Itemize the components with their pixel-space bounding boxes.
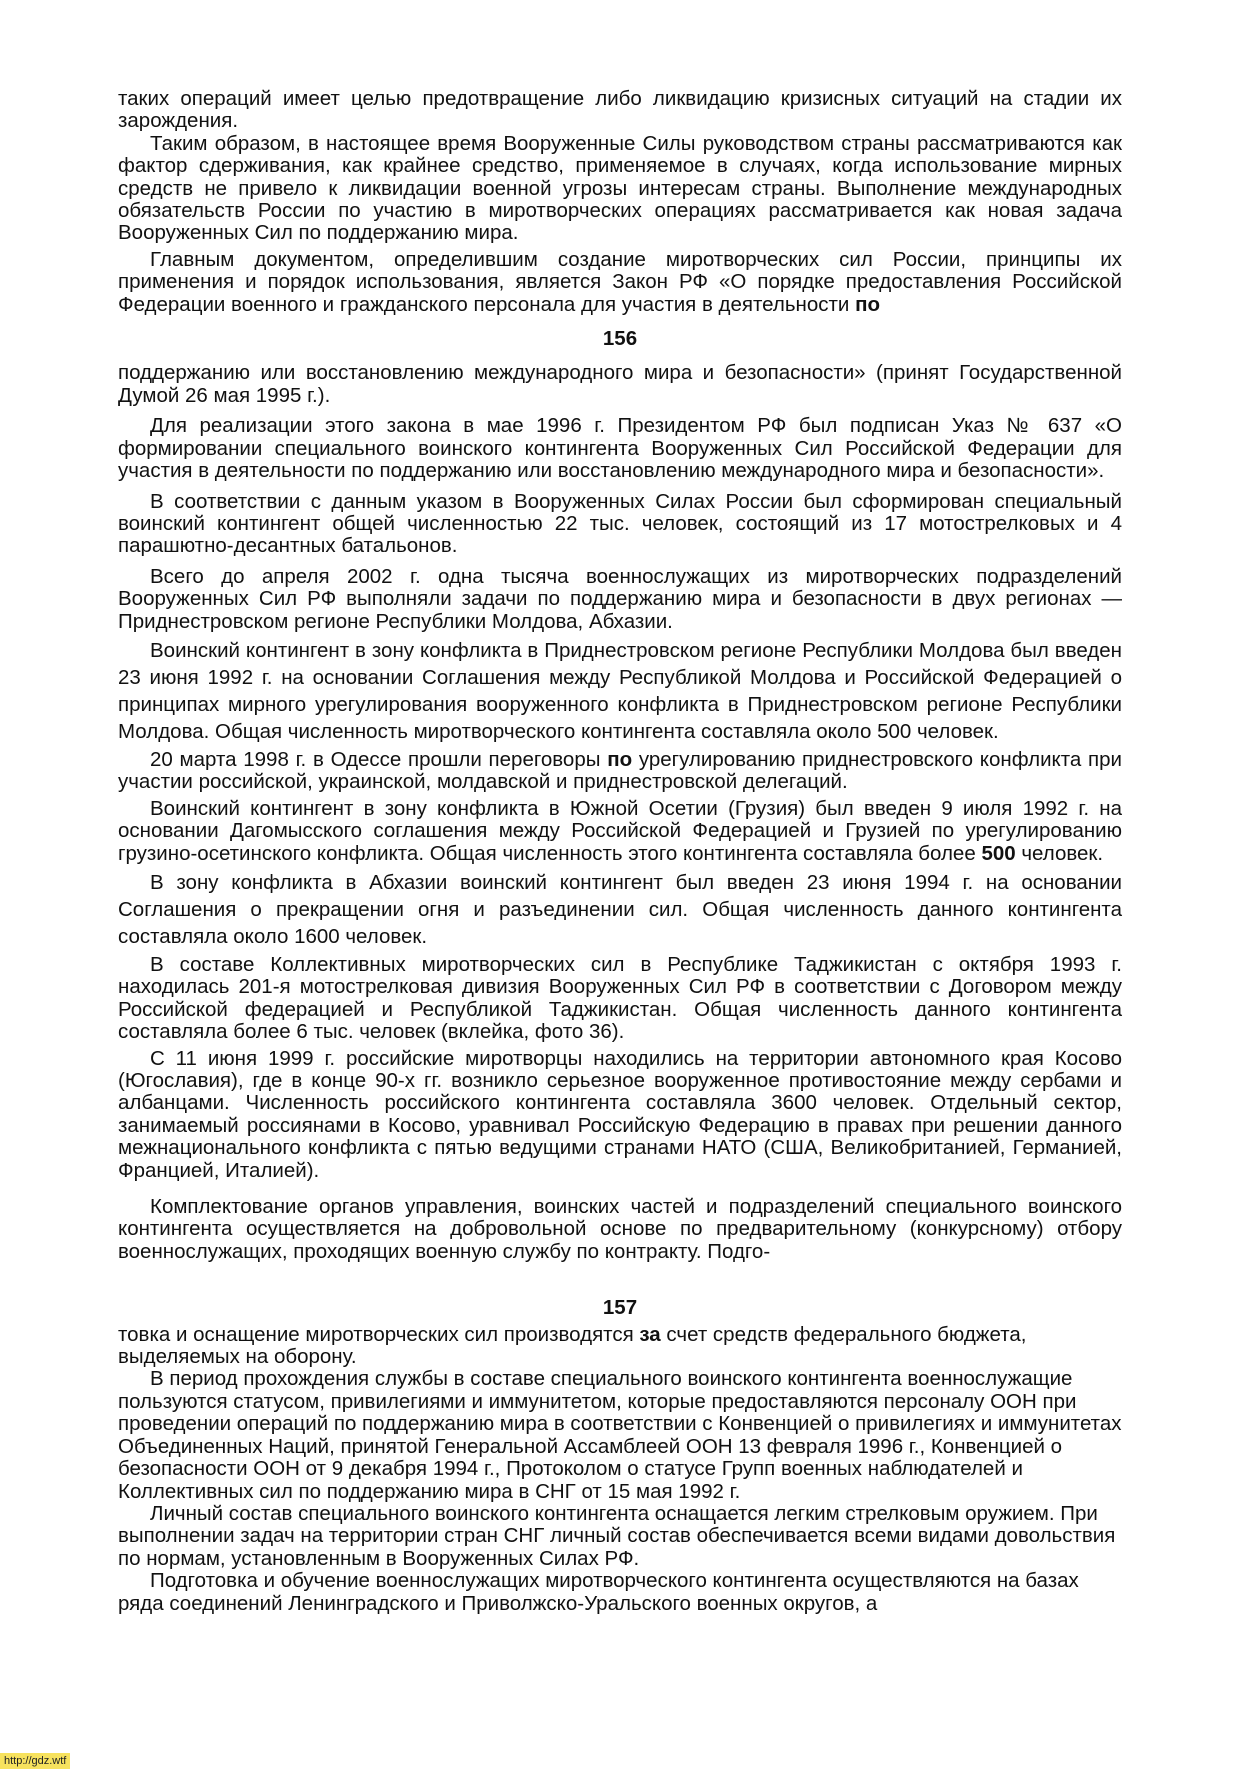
paragraph-text: 20 марта 1998 г. в Одессе прошли переговоры — [150, 747, 608, 771]
paragraph: В зону конфликта в Абхазии воинский контингент был введен 23 июня 1994 г. на основании Соглашения о прекращении огня и разъединении сил. Общая численность данного контингента составляла около 1600 человек. — [118, 870, 1122, 948]
page-number: 156 — [602, 327, 638, 351]
watermark-link[interactable]: http://gdz.wtf — [0, 1753, 70, 1769]
paragraph: Комплектование органов управления, воинских частей и подразделений специального воинского контингента осуществляется на добровольной основе по предварительному (конкурсному) отбору военнослужащих, проходящих военную службу по контракту. Подго- — [118, 1195, 1122, 1263]
paragraph: Таким образом, в настоящее время Вооруженные Силы руководством страны рассматриваются как фактор сдерживания, как крайнее средство, применяемое в случаях, когда использование мирных средств не привело к ликвидации военной угрозы интересам страны. Выполнение международных обязательств России по участию в миротворческих операциях рассматривается как новая задача Вооруженных Сил по поддержанию мира. — [118, 131, 1122, 245]
paragraph — [118, 749, 1122, 794]
paragraph: Подготовка и обучение военнослужащих миротворческого контингента осуществляются на базах ряда соединений Ленинградского и Приволжско-Уральского военных округов, а — [118, 1569, 1079, 1615]
paragraph-text: счет средств федерального бюджета, выделяемых на оборону. — [118, 1322, 1027, 1369]
paragraph-text: человек. — [1015, 841, 1104, 865]
paragraph: таких операций имеет целью предотвращение либо ликвидацию кризисных ситуаций на стадии их зарождения. — [118, 87, 1122, 133]
bold-text: за — [639, 1322, 661, 1346]
paragraph: В соответствии с данным указом в Вооруженных Силах России был сформирован специальный воинский контингент общей численностью 22 тыс. человек, состоящий из 17 мотострелковых и 4 парашютно-десантных батальонов. — [118, 489, 1122, 558]
bold-text: 500 — [981, 841, 1016, 865]
page-number: 157 — [602, 1296, 638, 1320]
paragraph — [118, 249, 1122, 316]
paragraph-text: урегулированию приднестровского конфликта при участии российской, украинской, молдавской и приднестровской делегаций. — [118, 747, 1122, 794]
paragraph: В составе Коллективных миротворческих сил в Республике Таджикистан с октября 1993 г. находилась 201-я мотострелковая дивизия Вооруженных Сил РФ в соответствии с Договором между Российской федерацией и Республикой Таджикистан. Общая численность данного контингента составляла более 6 тыс. человек (вклейка, фото 36). — [118, 952, 1122, 1044]
paragraph-text: Воинский контингент в зону конфликта в Южной Осетии (Грузия) был введен 9 июля 1992 г. на основании Дагомысского соглашения между Российской Федерацией и Грузией по урегулированию грузино-осетинского конфликта. Общая численность этого контингента составляла более — [118, 796, 1122, 865]
paragraph: Всего до апреля 2002 г. одна тысяча военнослужащих из миротворческих подразделений Вооруженных Сил РФ выполняли задачи по поддержанию мира и безопасности в двух регионах — Приднестровском регионе Республики Молдова, Абхазии. — [118, 564, 1122, 633]
paragraph — [118, 798, 1122, 865]
paragraph: поддержанию или восстановлению международного мира и безопасности» (принят Государственной Думой 26 мая 1995 г.). — [118, 361, 1122, 407]
paragraph: Воинский контингент в зону конфликта в Приднестровском регионе Республики Молдова был введен 23 июня 1992 г. на основании Соглашения между Республикой Молдова и Российской Федерацией о принципах мирного урегулирования вооруженного конфликта в Приднестровском регионе Республики Молдова. Общая численность миротворческого контингента составляла около 500 человек. — [118, 638, 1122, 743]
paragraph-text: Главным документом, определившим создание миротворческих сил России, принципы их применения и порядок использования, является Закон РФ «О порядке предоставления Российской Федерации военного и гражданского персонала для участия в деятельности — [118, 247, 1122, 316]
paragraph-text: товка и оснащение миротворческих сил производятся — [118, 1322, 640, 1346]
document-page — [118, 88, 1122, 1615]
paragraph: С 11 июня 1999 г. российские миротворцы находились на территории автономного края Косово (Югославия), где в конце 90-х гг. возникло серьезное вооруженное противостояние между сербами и албанцами. Численность российского контингента составляла 3600 человек. Отдельный сектор, занимаемый россиянами в Косово, уравнивал Российскую Федерацию в правах при решении данного межнационального конфликта с пятью ведущими странами НАТО (США, Великобританией, Германией, Францией, Италией). — [118, 1046, 1122, 1182]
paragraph: Для реализации этого закона в мае 1996 г. Президентом РФ был подписан Указ № 637 «О формировании специального воинского контингента Вооруженных Сил Российской Федерации для участия в деятельности по поддержанию или восстановлению международного мира и безопасности». — [118, 414, 1122, 483]
bold-text: по — [855, 292, 880, 316]
paragraph: В период прохождения службы в составе специального воинского контингента военнослужащие пользуются статусом, привилегиями и иммунитетом, которые предоставляются персоналу ООН при проведении операций по поддержанию мира в соответствии с Конвенцией о привилегиях и иммунитетах Объединенных Наций, принятой Генеральной Ассамблеей ООН 13 февраля 1996 г., Конвенцией о безопасности ООН от 9 декабря 1994 г., Протоколом о статусе Групп военных наблюдателей и Коллективных сил по поддержанию мира в СНГ от 15 мая 1992 г. — [118, 1367, 1122, 1503]
paragraph: Личный состав специального воинского контингента оснащается легким стрелковым оружием. При выполнении задач на территории стран СНГ личный состав обеспечивается всеми видами довольствия по нормам, установленным в Вооруженных Силах РФ. — [118, 1501, 1116, 1570]
bold-text: по — [607, 747, 633, 771]
paragraph — [118, 1324, 1122, 1369]
